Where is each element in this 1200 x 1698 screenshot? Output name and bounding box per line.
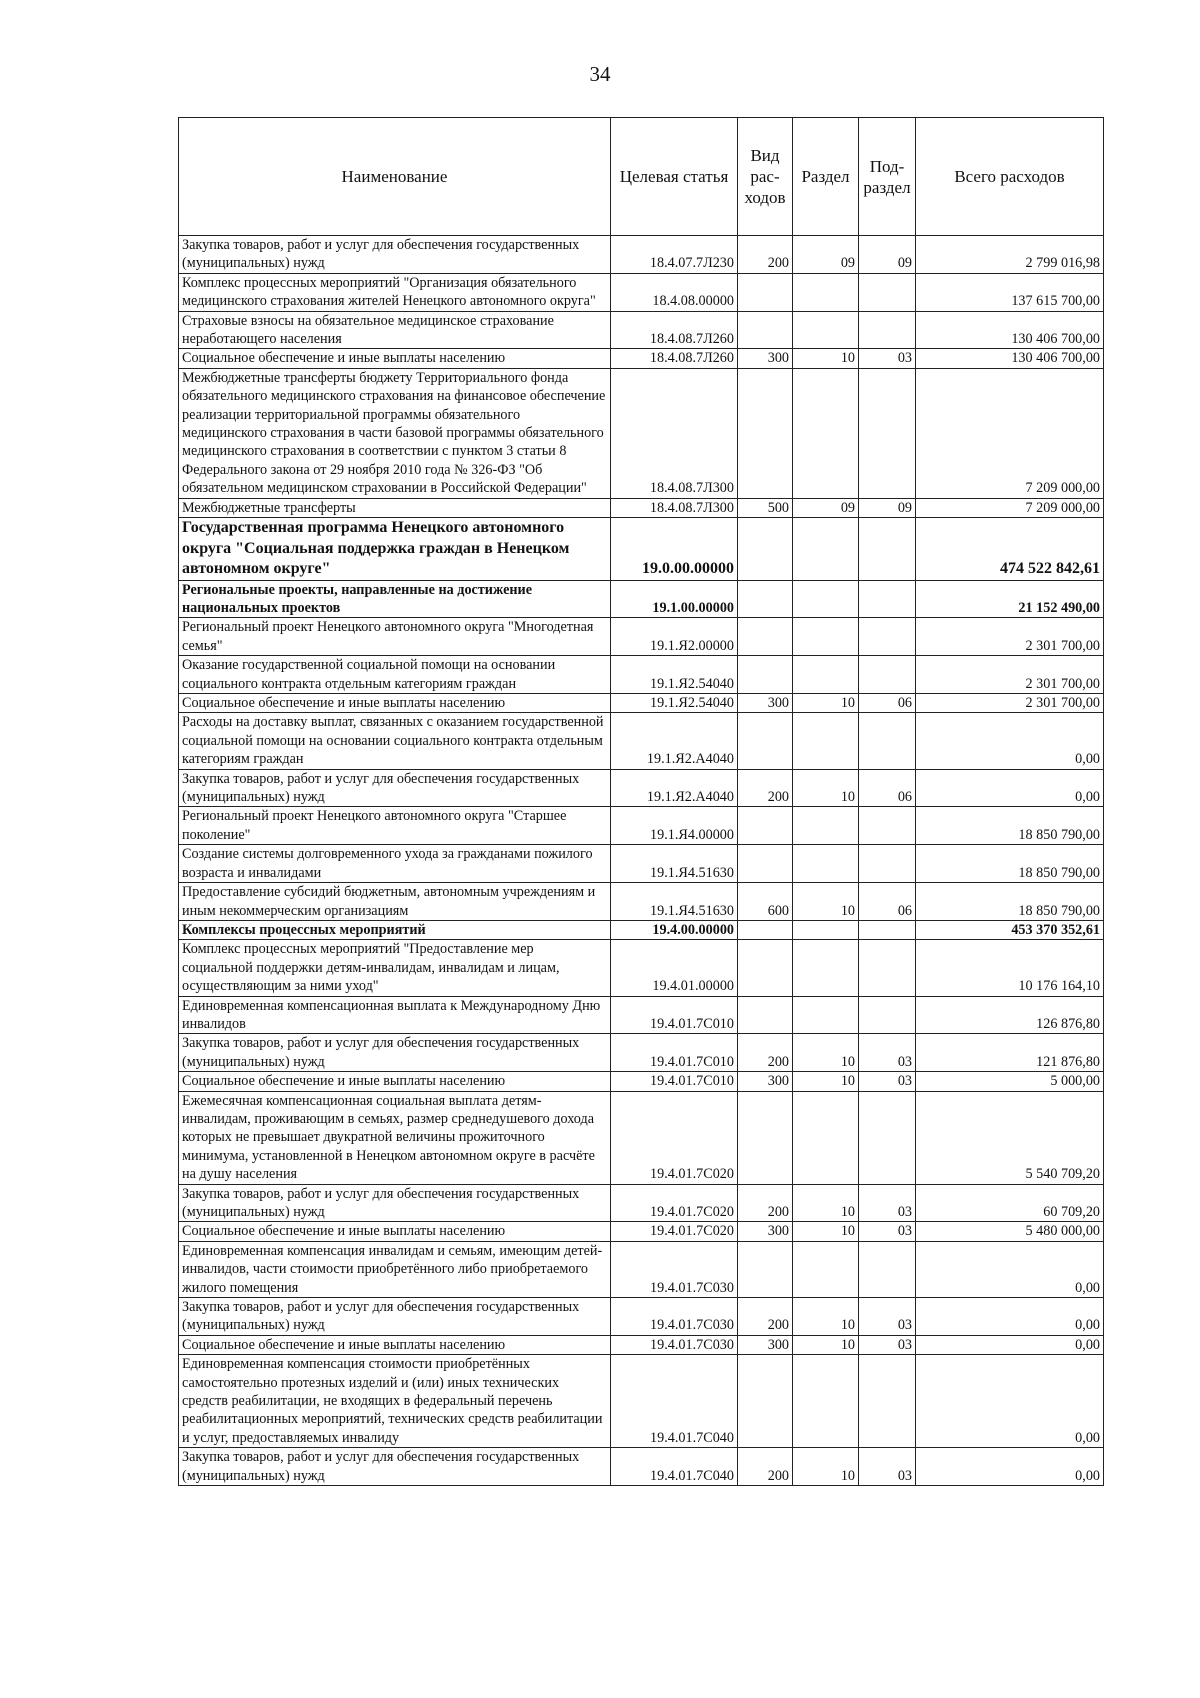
cell-subsection: 06 [859,769,916,807]
table-row [179,1184,1104,1222]
cell-name: Ежемесячная компенсационная социальная выплата детям-инвалидам, проживающим в семьях, размер среднедушевого дохода которых не превышает двукратной величины прожиточного минимума, установленной в Ненецком автономном округе в расчёте на душу населения [179,1091,611,1184]
table-header-row [179,118,1104,236]
cell-total: 18 850 790,00 [916,883,1104,921]
table-row [179,618,1104,656]
cell-name: Закупка товаров, работ и услуг для обеспечения государственных (муниципальных) нужд [179,236,611,274]
cell-target: 19.1.Я2.54040 [611,694,738,713]
cell-target: 19.4.01.7С010 [611,1072,738,1091]
cell-total: 121 876,80 [916,1034,1104,1072]
cell-kind: 200 [738,1184,793,1222]
cell-total: 474 522 842,61 [916,518,1104,581]
cell-name: Региональный проект Ненецкого автономного округа "Многодетная семья" [179,618,611,656]
table-row [179,1448,1104,1486]
cell-name: Региональные проекты, направленные на достижение национальных проектов [179,580,611,618]
header-subsection-line-2: раздел [863,177,911,197]
cell-kind [738,807,793,845]
cell-subsection [859,311,916,349]
cell-subsection [859,618,916,656]
cell-subsection [859,1091,916,1184]
cell-name: Предоставление субсидий бюджетным, автономным учреждениям и иным некоммерческим организациям [179,883,611,921]
cell-name: Единовременная компенсация стоимости приобретённых самостоятельно протезных изделий и (или) иных технических средств реабилитации, не входящих в федеральный перечень реабилитационных мероприятий, технических средств реабилитации и услуг, предоставляемых инвалиду [179,1355,611,1448]
cell-section: 10 [793,1448,859,1486]
cell-target: 19.4.01.7С040 [611,1355,738,1448]
cell-section: 09 [793,236,859,274]
cell-section [793,1241,859,1297]
cell-subsection [859,1241,916,1297]
cell-kind [738,845,793,883]
cell-kind: 200 [738,1034,793,1072]
cell-name: Социальное обеспечение и иные выплаты населению [179,694,611,713]
cell-subsection [859,713,916,769]
cell-target: 19.0.00.00000 [611,518,738,581]
cell-target: 19.1.Я2.54040 [611,656,738,694]
cell-kind [738,368,793,498]
cell-total: 0,00 [916,713,1104,769]
cell-target: 19.4.01.7С040 [611,1448,738,1486]
cell-name: Межбюджетные трансферты бюджету Территориального фонда обязательного медицинского страхования на финансовое обеспечение реализации территориальной программы обязательного медицинского страхования в части базовой программы обязательного медицинского страхования в соответствии с пунктом 3 статьи 8 Федерального закона от 29 ноября 2010 года № 326-ФЗ "Об обязательном медицинском страховании в Российской Федерации" [179,368,611,498]
cell-total: 18 850 790,00 [916,807,1104,845]
cell-name: Страховые взносы на обязательное медицинское страхование неработающего населения [179,311,611,349]
cell-total: 453 370 352,61 [916,920,1104,939]
cell-section: 10 [793,1184,859,1222]
cell-target: 19.1.Я2.А4040 [611,769,738,807]
cell-section [793,1355,859,1448]
cell-subsection [859,845,916,883]
cell-section [793,940,859,996]
table-body [179,236,1104,1486]
cell-name: Социальное обеспечение и иные выплаты населению [179,1222,611,1241]
cell-total: 21 152 490,00 [916,580,1104,618]
cell-total: 2 799 016,98 [916,236,1104,274]
cell-name: Закупка товаров, работ и услуг для обеспечения государственных (муниципальных) нужд [179,1184,611,1222]
table-row [179,713,1104,769]
header-kind-line-3: ходов [744,188,786,207]
cell-name: Единовременная компенсационная выплата к Международному Дню инвалидов [179,996,611,1034]
cell-kind [738,940,793,996]
cell-section [793,311,859,349]
cell-total: 5 540 709,20 [916,1091,1104,1184]
cell-target: 18.4.08.7Л300 [611,498,738,517]
cell-target: 19.1.Я4.00000 [611,807,738,845]
header-kind-line-2: рас- [750,167,780,186]
cell-section: 10 [793,883,859,921]
table-row [179,498,1104,517]
cell-kind: 200 [738,236,793,274]
cell-target: 19.4.01.7С010 [611,996,738,1034]
cell-total: 7 209 000,00 [916,368,1104,498]
table-row [179,996,1104,1034]
cell-section [793,618,859,656]
cell-subsection: 06 [859,694,916,713]
cell-name: Комплексы процессных мероприятий [179,920,611,939]
cell-section [793,1091,859,1184]
cell-kind: 200 [738,1448,793,1486]
cell-section [793,368,859,498]
cell-section [793,273,859,311]
cell-subsection: 09 [859,498,916,517]
cell-kind [738,518,793,581]
table-row [179,940,1104,996]
cell-subsection: 03 [859,1298,916,1336]
cell-target: 19.4.00.00000 [611,920,738,939]
cell-total: 0,00 [916,1355,1104,1448]
header-kind-line-1: Вид [750,146,780,165]
cell-total: 0,00 [916,1298,1104,1336]
cell-kind [738,311,793,349]
cell-subsection: 03 [859,1335,916,1354]
cell-total: 130 406 700,00 [916,311,1104,349]
cell-kind: 200 [738,1298,793,1336]
cell-kind: 300 [738,1072,793,1091]
cell-name: Комплекс процессных мероприятий "Организация обязательного медицинского страхования жителей Ненецкого автономного округа" [179,273,611,311]
cell-section: 10 [793,1222,859,1241]
cell-section [793,920,859,939]
cell-kind [738,656,793,694]
cell-section [793,845,859,883]
table-row [179,807,1104,845]
cell-kind [738,273,793,311]
cell-subsection: 03 [859,1222,916,1241]
cell-kind [738,618,793,656]
cell-section [793,656,859,694]
cell-total: 2 301 700,00 [916,618,1104,656]
cell-name: Закупка товаров, работ и услуг для обеспечения государственных (муниципальных) нужд [179,1298,611,1336]
cell-kind: 300 [738,1222,793,1241]
cell-target: 19.1.Я2.00000 [611,618,738,656]
cell-total: 5 000,00 [916,1072,1104,1091]
cell-target: 19.4.01.7С020 [611,1091,738,1184]
table-row [179,273,1104,311]
cell-subsection [859,996,916,1034]
table-row [179,349,1104,368]
cell-subsection: 03 [859,1034,916,1072]
header-name: Наименование [179,118,611,236]
cell-target: 19.4.01.7С030 [611,1335,738,1354]
cell-subsection [859,368,916,498]
cell-kind [738,1355,793,1448]
cell-kind [738,920,793,939]
cell-target: 19.1.Я4.51630 [611,883,738,921]
table-row [179,1222,1104,1241]
cell-name: Межбюджетные трансферты [179,498,611,517]
cell-subsection: 03 [859,349,916,368]
cell-target: 18.4.07.7Л230 [611,236,738,274]
cell-name: Социальное обеспечение и иные выплаты населению [179,1335,611,1354]
cell-target: 19.4.01.00000 [611,940,738,996]
cell-name: Закупка товаров, работ и услуг для обеспечения государственных (муниципальных) нужд [179,769,611,807]
cell-name: Социальное обеспечение и иные выплаты населению [179,349,611,368]
cell-total: 10 176 164,10 [916,940,1104,996]
cell-subsection [859,518,916,581]
table-row [179,1091,1104,1184]
table-row [179,656,1104,694]
cell-target: 18.4.08.7Л260 [611,311,738,349]
cell-kind: 200 [738,769,793,807]
table-row [179,580,1104,618]
cell-section [793,996,859,1034]
cell-section: 10 [793,1298,859,1336]
cell-total: 0,00 [916,1335,1104,1354]
cell-subsection: 06 [859,883,916,921]
cell-kind: 300 [738,1335,793,1354]
cell-target: 19.4.01.7С020 [611,1184,738,1222]
budget-table [178,117,1104,1486]
cell-target: 19.1.Я2.А4040 [611,713,738,769]
cell-subsection [859,807,916,845]
cell-total: 137 615 700,00 [916,273,1104,311]
cell-name: Социальное обеспечение и иные выплаты населению [179,1072,611,1091]
cell-name: Закупка товаров, работ и услуг для обеспечения государственных (муниципальных) нужд [179,1448,611,1486]
cell-total: 5 480 000,00 [916,1222,1104,1241]
cell-total: 126 876,80 [916,996,1104,1034]
cell-total: 2 301 700,00 [916,694,1104,713]
cell-subsection [859,580,916,618]
table-row [179,368,1104,498]
cell-section: 09 [793,498,859,517]
table-row [179,769,1104,807]
cell-target: 18.4.08.7Л300 [611,368,738,498]
table-row [179,311,1104,349]
cell-total: 60 709,20 [916,1184,1104,1222]
cell-name: Создание системы долговременного ухода за гражданами пожилого возраста и инвалидами [179,845,611,883]
cell-total: 0,00 [916,1448,1104,1486]
cell-total: 18 850 790,00 [916,845,1104,883]
cell-section: 10 [793,1034,859,1072]
cell-target: 19.4.01.7С030 [611,1241,738,1297]
cell-kind: 500 [738,498,793,517]
header-subsection [859,118,916,236]
cell-target: 18.4.08.7Л260 [611,349,738,368]
cell-target: 19.1.00.00000 [611,580,738,618]
cell-subsection [859,273,916,311]
cell-name: Комплекс процессных мероприятий "Предоставление мер социальной поддержки детям-инвалидам, инвалидам и лицам, осуществляющим за ними уход" [179,940,611,996]
cell-subsection: 09 [859,236,916,274]
cell-kind [738,1091,793,1184]
cell-kind: 300 [738,694,793,713]
page-number: 34 [589,62,611,86]
table-row [179,1034,1104,1072]
cell-total: 2 301 700,00 [916,656,1104,694]
cell-kind: 600 [738,883,793,921]
cell-total: 0,00 [916,1241,1104,1297]
cell-subsection: 03 [859,1448,916,1486]
header-target: Целевая статья [611,118,738,236]
cell-name: Закупка товаров, работ и услуг для обеспечения государственных (муниципальных) нужд [179,1034,611,1072]
cell-total: 130 406 700,00 [916,349,1104,368]
cell-section: 10 [793,349,859,368]
table-row [179,236,1104,274]
cell-kind [738,580,793,618]
cell-subsection [859,1355,916,1448]
cell-name: Оказание государственной социальной помощи на основании социального контракта отдельным категориям граждан [179,656,611,694]
table-row [179,1298,1104,1336]
cell-section [793,713,859,769]
cell-kind: 300 [738,349,793,368]
cell-section: 10 [793,1072,859,1091]
cell-section: 10 [793,769,859,807]
cell-subsection: 03 [859,1184,916,1222]
cell-kind [738,996,793,1034]
table-row [179,845,1104,883]
cell-target: 19.4.01.7С010 [611,1034,738,1072]
cell-target: 18.4.08.00000 [611,273,738,311]
cell-total: 0,00 [916,769,1104,807]
cell-kind [738,713,793,769]
cell-section [793,807,859,845]
cell-name: Региональный проект Ненецкого автономного округа "Старшее поколение" [179,807,611,845]
table-row [179,1072,1104,1091]
cell-section: 10 [793,1335,859,1354]
header-kind [738,118,793,236]
table-row [179,1241,1104,1297]
header-subsection-line-1: Под- [869,156,905,176]
cell-subsection [859,940,916,996]
table-row [179,1335,1104,1354]
cell-total: 7 209 000,00 [916,498,1104,517]
header-section: Раздел [793,118,859,236]
cell-kind [738,1241,793,1297]
cell-section [793,580,859,618]
table-row [179,518,1104,581]
cell-target: 19.4.01.7С020 [611,1222,738,1241]
table-row [179,883,1104,921]
cell-section [793,518,859,581]
cell-name: Расходы на доставку выплат, связанных с оказанием государственной социальной помощи на основании социального контракта отдельным категориям граждан [179,713,611,769]
table-row [179,694,1104,713]
cell-subsection [859,656,916,694]
cell-subsection: 03 [859,1072,916,1091]
table-row [179,1355,1104,1448]
cell-name: Единовременная компенсация инвалидам и семьям, имеющим детей-инвалидов, части стоимости приобретённого либо приобретаемого жилого помещения [179,1241,611,1297]
table-row [179,920,1104,939]
cell-section: 10 [793,694,859,713]
cell-target: 19.4.01.7С030 [611,1298,738,1336]
cell-target: 19.1.Я4.51630 [611,845,738,883]
cell-name: Государственная программа Ненецкого автономного округа "Социальная поддержка граждан в Ненецком автономном округе" [179,518,611,581]
cell-subsection [859,920,916,939]
header-total: Всего расходов [916,118,1104,236]
